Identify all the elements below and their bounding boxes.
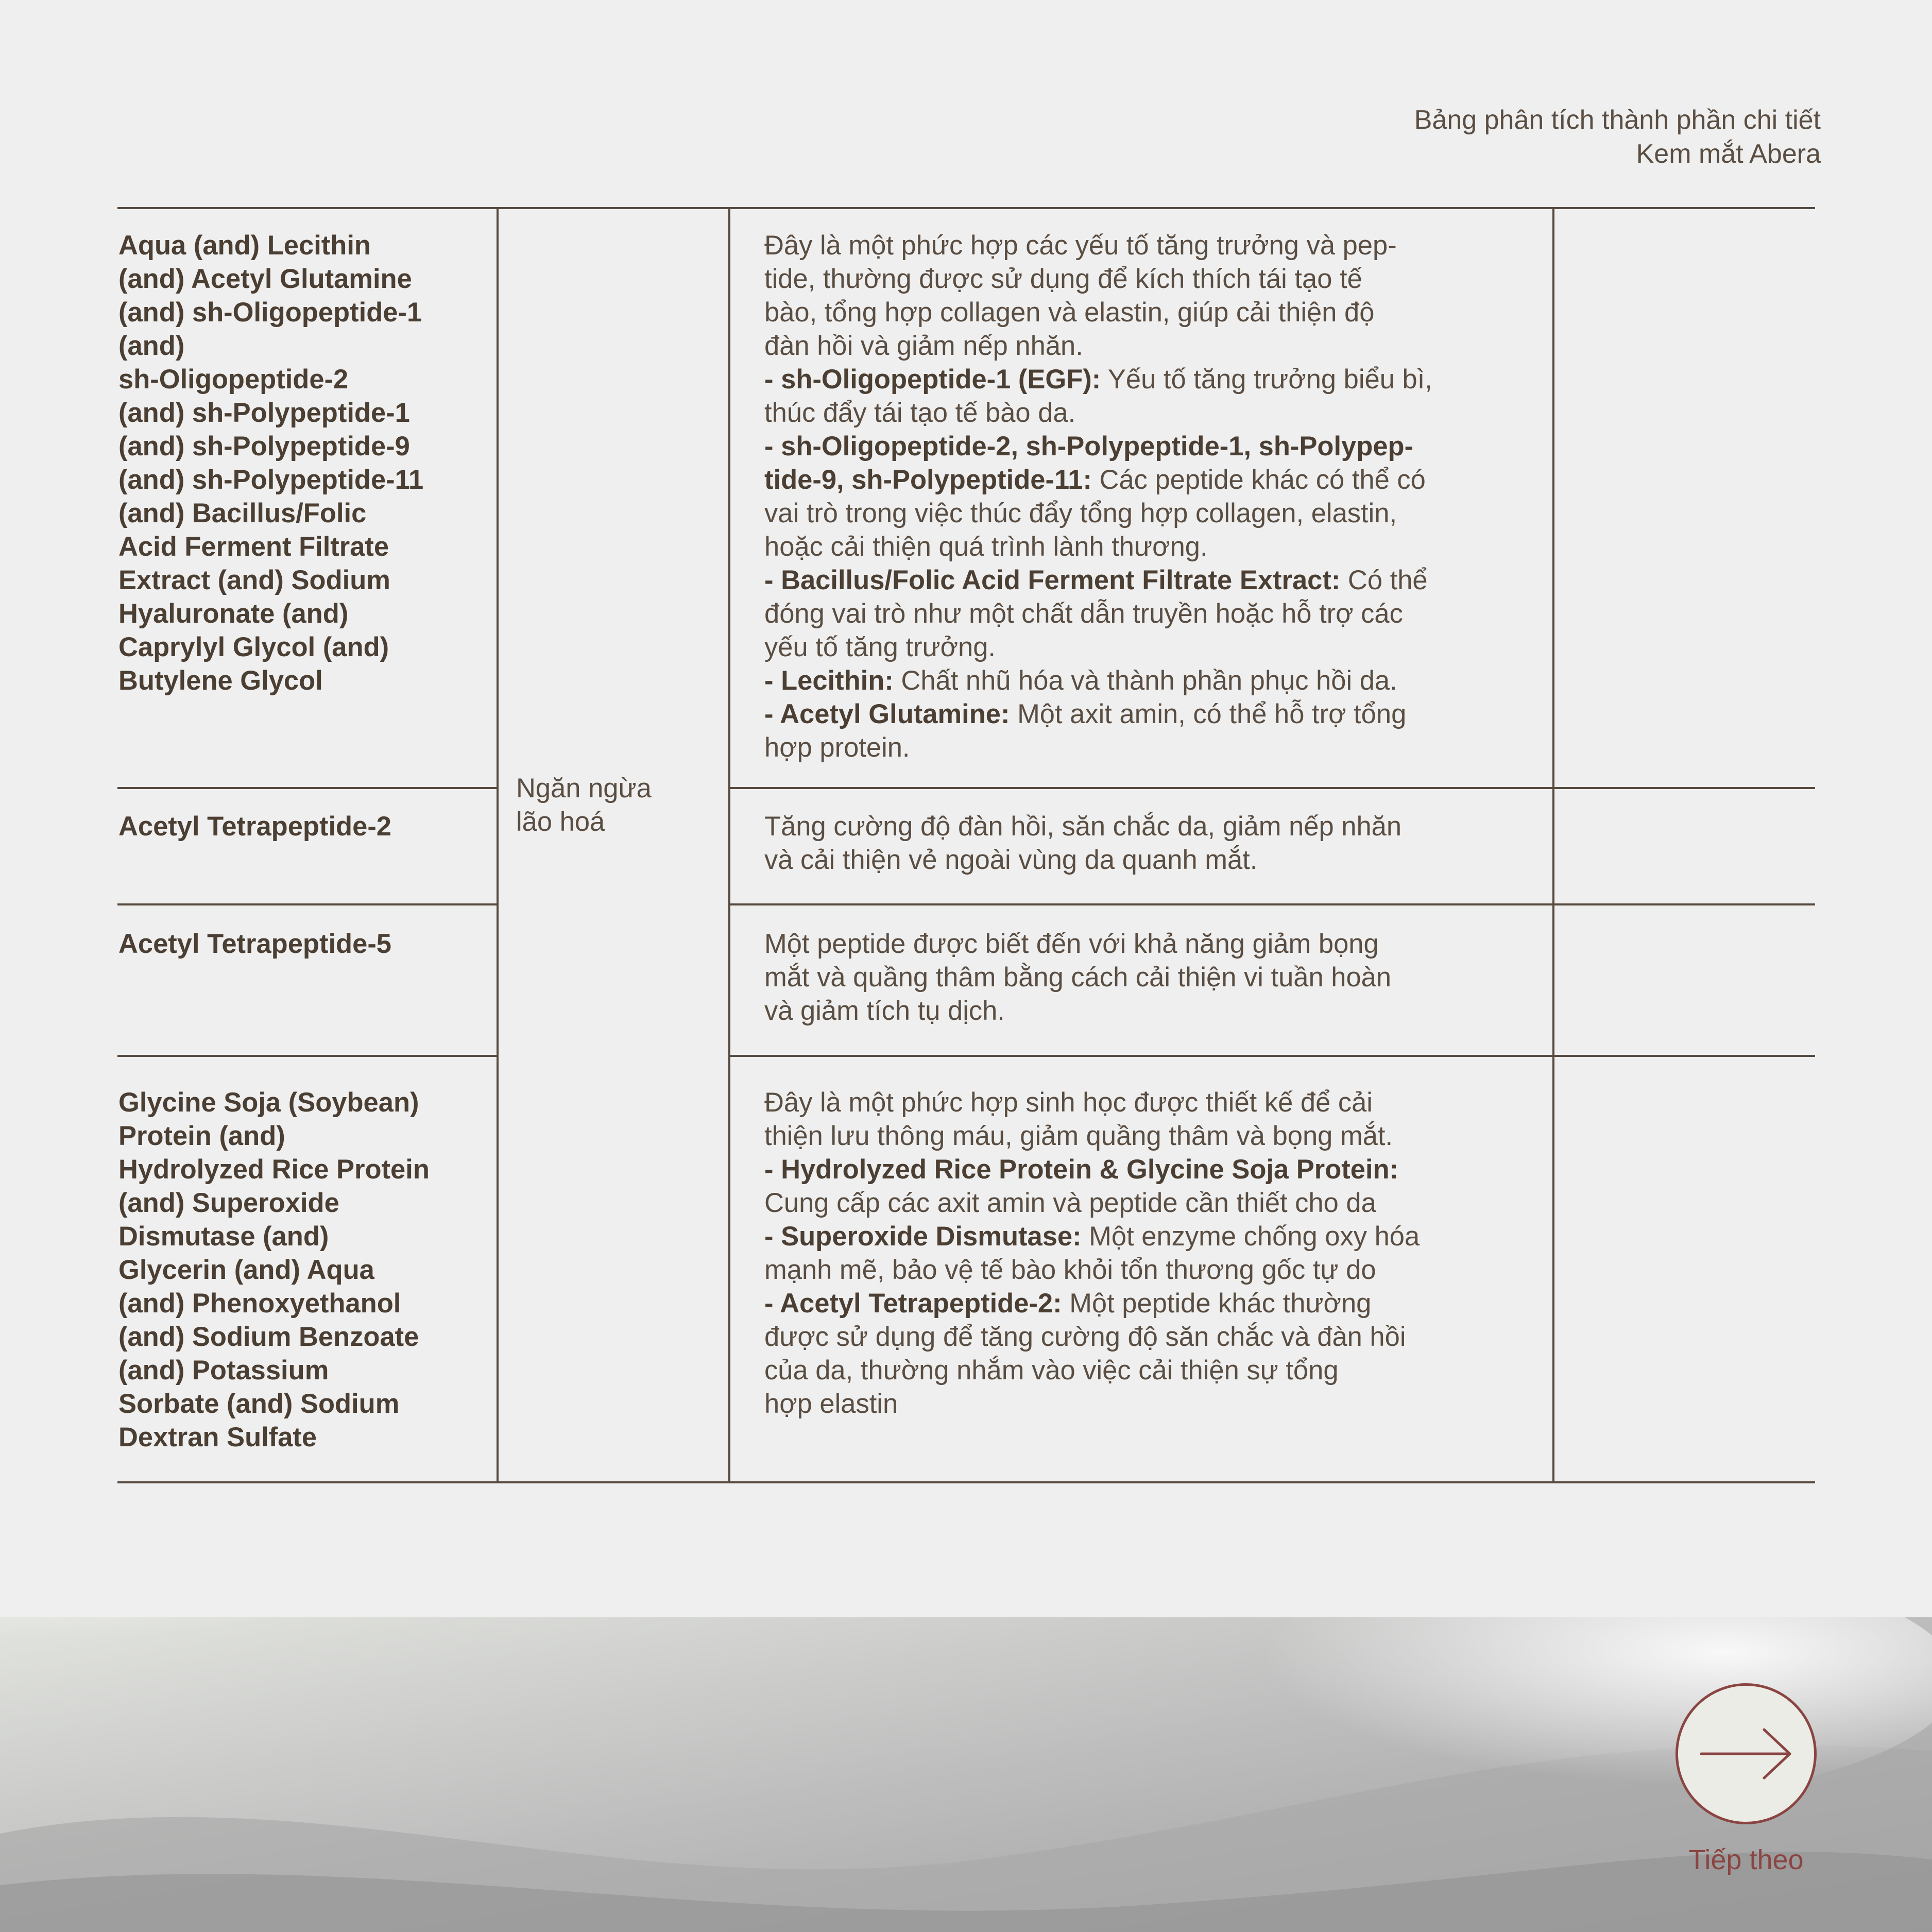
ingredient-line: (and) Superoxide <box>118 1188 339 1218</box>
ingredient-line: Glycine Soja (Soybean) <box>118 1087 419 1118</box>
description-line: yếu tố tăng trưởng. <box>764 632 996 662</box>
ingredient-line: Glycerin (and) Aqua <box>118 1255 374 1285</box>
row-divider <box>729 787 1815 789</box>
table-row-4-ingredient <box>118 1086 489 1454</box>
ingredient-line: (and) <box>118 331 185 361</box>
description-line <box>764 1220 1547 1253</box>
point-term: - Acetyl Glutamine: <box>764 699 1010 729</box>
decorative-background <box>0 1617 1932 1932</box>
ingredient-line: (and) Sodium Benzoate <box>118 1322 419 1352</box>
ingredient-line: Acetyl Tetrapeptide-2 <box>118 811 391 842</box>
description-line: Một peptide được biết đến với khả năng giảm bọng <box>764 929 1379 959</box>
product-name: Kem mắt Abera <box>1636 139 1821 169</box>
description-line <box>764 1287 1547 1320</box>
table-top-border <box>117 207 1815 209</box>
point-term: tide-9, sh-Polypeptide-11: <box>764 465 1092 495</box>
description-line: thúc đẩy tái tạo tế bào da. <box>764 398 1076 428</box>
point-text: Một axit amin, có thể hỗ trợ tổng <box>1010 699 1407 729</box>
ingredient-line: (and) Phenoxyethanol <box>118 1288 401 1319</box>
description-line: được sử dụng để tăng cường độ săn chắc và đàn hồi <box>764 1322 1406 1352</box>
point-text: Một enzyme chống oxy hóa <box>1081 1221 1420 1252</box>
point-term: - Acetyl Tetrapeptide-2: <box>764 1288 1062 1319</box>
ingredient-line: Caprylyl Glycol (and) <box>118 632 389 662</box>
description-line: đóng vai trò như một chất dẫn truyền hoặc hỗ trợ các <box>764 599 1403 629</box>
point-text: Một peptide khác thường <box>1062 1288 1372 1319</box>
silk-texture-graphic <box>0 1617 1932 1932</box>
description-line: thiện lưu thông máu, giảm quầng thâm và bọng mắt. <box>764 1121 1393 1151</box>
description-line <box>764 430 1547 463</box>
description-line: mắt và quầng thâm bằng cách cải thiện vi tuần hoàn <box>764 962 1392 993</box>
description-line: hoặc cải thiện quá trình lành thương. <box>764 532 1208 562</box>
ingredient-line: Butylene Glycol <box>118 665 323 696</box>
row-divider <box>117 787 499 789</box>
point-term: - sh-Oligopeptide-2, sh-Polypeptide-1, sh-Polypep- <box>764 431 1414 461</box>
description-line: của da, thường nhắm vào việc cải thiện sự tổng <box>764 1355 1339 1386</box>
next-button[interactable] <box>1675 1683 1817 1824</box>
next-label[interactable]: Tiếp theo <box>1688 1844 1804 1875</box>
ingredient-line: Hyaluronate (and) <box>118 599 349 629</box>
table-row-3-description <box>764 927 1547 1028</box>
description-line: Tăng cường độ đàn hồi, săn chắc da, giảm nếp nhăn <box>764 811 1402 842</box>
ingredient-line: Acetyl Tetrapeptide-5 <box>118 929 391 959</box>
row-divider <box>117 1055 499 1057</box>
description-line <box>764 563 1547 597</box>
description-line <box>764 1153 1547 1186</box>
ingredient-line: Extract (and) Sodium <box>118 565 390 595</box>
table-bottom-border <box>117 1481 1815 1483</box>
description-line: hợp protein. <box>764 732 910 763</box>
row-divider <box>729 903 1815 905</box>
description-line: và cải thiện vẻ ngoài vùng da quanh mắt. <box>764 845 1258 875</box>
ingredient-line: Sorbate (and) Sodium <box>118 1389 400 1419</box>
ingredient-line: Acid Ferment Filtrate <box>118 532 389 562</box>
ingredient-line: (and) Acetyl Glutamine <box>118 264 412 294</box>
ingredient-line: Aqua (and) Lecithin <box>118 230 371 261</box>
column-divider <box>497 207 499 1483</box>
description-line <box>764 697 1547 731</box>
ingredient-line: (and) sh-Polypeptide-9 <box>118 431 410 461</box>
ingredient-line: Dismutase (and) <box>118 1221 329 1252</box>
point-text: Yếu tố tăng trưởng biểu bì, <box>1101 364 1432 395</box>
ingredient-line: (and) Potassium <box>118 1355 329 1386</box>
point-text: Chất nhũ hóa và thành phần phục hồi da. <box>893 665 1397 696</box>
document-title: Bảng phân tích thành phần chi tiết <box>1414 105 1821 135</box>
point-text: Có thể <box>1340 565 1428 595</box>
ingredient-line: (and) sh-Polypeptide-11 <box>118 465 424 495</box>
table-row-4-description <box>764 1086 1547 1421</box>
ingredient-line: (and) sh-Oligopeptide-1 <box>118 297 422 328</box>
table-row-3-ingredient <box>118 927 489 961</box>
column-divider <box>728 207 730 1483</box>
description-line: Cung cấp các axit amin và peptide cần thiết cho da <box>764 1188 1376 1218</box>
point-term: - Bacillus/Folic Acid Ferment Filtrate Extract: <box>764 565 1341 595</box>
description-line: đàn hồi và giảm nếp nhăn. <box>764 331 1083 361</box>
table-row-2-ingredient <box>118 810 489 843</box>
description-line <box>764 664 1547 697</box>
description-line: hợp elastin <box>764 1389 898 1419</box>
ingredient-line: Hydrolyzed Rice Protein <box>118 1154 430 1185</box>
description-line: mạnh mẽ, bảo vệ tế bào khỏi tổn thương gốc tự do <box>764 1255 1376 1285</box>
description-line: tide, thường được sử dụng để kích thích tái tạo tế <box>764 264 1362 294</box>
description-line <box>764 363 1547 396</box>
ingredient-line: sh-Oligopeptide-2 <box>118 364 349 395</box>
ingredient-line: Dextran Sulfate <box>118 1422 317 1452</box>
arrow-right-icon <box>1697 1725 1795 1782</box>
description-line: Đây là một phức hợp các yếu tố tăng trưởng và pep- <box>764 230 1397 261</box>
row-divider <box>729 1055 1815 1057</box>
table-row-1-ingredient <box>118 229 489 697</box>
function-cell <box>516 772 722 839</box>
point-text: Các peptide khác có thể có <box>1091 465 1426 495</box>
header <box>1414 103 1821 171</box>
description-line: Đây là một phức hợp sinh học được thiết kế để cải <box>764 1087 1373 1118</box>
point-term: - sh-Oligopeptide-1 (EGF): <box>764 364 1101 395</box>
point-term: - Lecithin: <box>764 665 894 696</box>
function-label: lão hoá <box>516 807 605 837</box>
point-term: - Hydrolyzed Rice Protein & Glycine Soja Protein: <box>764 1154 1399 1185</box>
point-term: - Superoxide Dismutase: <box>764 1221 1082 1252</box>
table-row-2-description <box>764 810 1547 877</box>
ingredient-line: (and) Bacillus/Folic <box>118 498 367 528</box>
function-label: Ngăn ngừa <box>516 773 652 803</box>
column-divider <box>1552 207 1554 1483</box>
description-line <box>764 463 1547 497</box>
description-line: vai trò trong việc thúc đẩy tổng hợp collagen, elastin, <box>764 498 1397 528</box>
row-divider <box>117 903 499 905</box>
ingredient-line: Protein (and) <box>118 1121 285 1151</box>
description-line: bào, tổng hợp collagen và elastin, giúp cải thiện độ <box>764 297 1375 328</box>
table-row-1-description <box>764 229 1547 764</box>
description-line: và giảm tích tụ dịch. <box>764 996 1005 1026</box>
ingredient-line: (and) sh-Polypeptide-1 <box>118 398 410 428</box>
